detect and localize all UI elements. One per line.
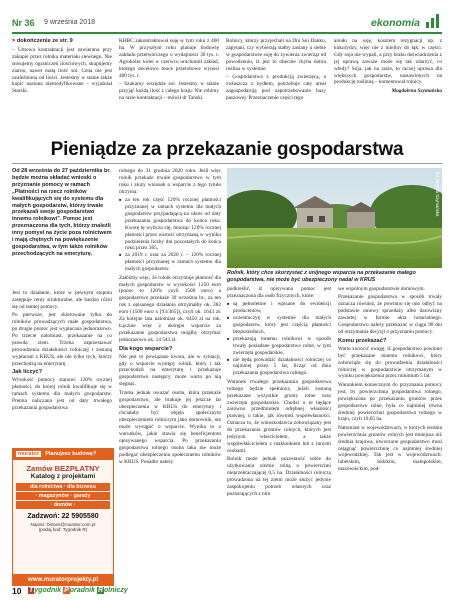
article-lead [12, 168, 112, 259]
advert-code: (podaj kod: Tygodnik R) [38, 527, 88, 532]
paragraph: we wspólnym gospodarstwie domowym. [338, 286, 425, 292]
issue-number: Nr 36 [12, 18, 35, 28]
article-column-d [338, 286, 442, 475]
paragraph: Natomiast w województwach, w których średnia powierzchnia gruntów rolnych jest mniejsza niż średnia krajowa, utworzone gospodarstwo musi osiągnąć powierzchnię co najmniej średniej wojewódzkiej. Tak jest w województwach: lubelskim, łódzkim, małopolskim, mazowieckim, pod- [338, 424, 442, 473]
top-column-2 [119, 38, 219, 103]
paragraph: Wysokość pomocy stanowi 120% rocznej płatności, do której rolnik kwalifikuje się w ramach systemu dla małych gospodarstw. Premia naliczana jest od daty trwałego przekazania gospodarstwa [12, 377, 112, 412]
page-header [12, 18, 442, 32]
subheading-for-whom: Dla kogo wsparcie? [119, 345, 173, 352]
paragraph: – Gospodarstwa z produkcją zwierzęcą, a zwłaszcza z bydłem, potrzebuje cały areał zagospodarują pod zapotrzebowanie bazy paszowej. Przeznaczenie części tego [226, 74, 326, 101]
article-column-c [227, 286, 331, 499]
advert-item: dla rolnictwa · dla biznesu [16, 483, 110, 491]
header-rule [12, 32, 442, 34]
title-rule [12, 163, 442, 164]
paragraph: areału na soję, kosztem rezygnacji np. z kukurydzy, więc nie z mieliny do łąk, w części. Gdy soja nie wypali, a przy braku doświadczenia z jej uprawą zawsze może się tak zdarzyć, co wtedy? Soja, jak na razie, to raczej uprawa dla większych gospodarstw, nastawionych na produkcję roślinną – komentował rolnicy. [334, 38, 442, 86]
publication-letter: T [29, 587, 34, 594]
paragraph: – Szukamy wszędzie soi. Jesteśmy w stanie przyjąć każdą ilość z całego kraju. Nie robimy na razie kontraktacji – mówił dr Tański. [119, 80, 219, 101]
section-chart-icon [425, 14, 440, 28]
advert-subheadline: Katalog z projektami [30, 473, 96, 480]
publication-word: oradnik [69, 587, 97, 594]
list-item: ■ przekazują innemu rolnikowi w sposób trwały posiadane gospodarstwo rolne, w tym zwierzęta gospodarskie, [227, 336, 331, 357]
top-column-1 [12, 38, 112, 97]
paragraph: Trzeba jednak uważać osoba, która przekaże gospodarstwo, ale brakuje jej jeszcze lat ubezpieczenia w KRUS do emerytury i chciałaby być objęta społecznym ubezpieczeniem rolniczym jako domownik, nie może wystąpić o wsparcie. Wynika to z warunków, jakie stawia się beneficjentom opisywanego wsparcia. Po przekazaniu gospodarstwa rolnego osoba taka nie może podlegać ubezpieczeniu społecznemu rolników w KRUS. Ponadto należy [119, 389, 221, 465]
paragraph: Warto zwrócić uwagę, iż gospodarstwo powinno być przekazane innemu rolnikowi, który zobowiąże się do prowadzenia działalności rolniczej w gospodarstwie otrzymanym w wyniku powiększenia przez minimum 5 lat. [338, 345, 442, 380]
farm-photo-image [227, 168, 442, 268]
paragraph: Rolnik może jednak pozostawić sobie do użytkowania ziemie rolną o powierzchni nieprzekraczającej 0,5 ha. Działalności rolnicza prowadzona na tej ziemi może służyć jedynie zaspokojeniu potrzeb własnych oraz pozostających z nim [227, 456, 331, 497]
list-item: ■ nie będą prowadzić działalności rolniczej co najmniej przez 5 lat, licząc od dnia przekazania gospodarstwa rolnego. [227, 357, 331, 378]
advert-item: · magazynów · garaży [16, 492, 110, 500]
lead-paragraph: Od 28 września do 27 października br. będzie można składać wnioski o przyznanie pomocy w ramach „Płatności na rzecz rolników kwalifikujących się do systemu dla małych gospodarstw, którzy trwale przekazali swoje gospodarstwo innemu rolnikowi”. Pomoc jest przeznaczona dla tych, którzy znaleźli inny pomysł na życie poza rolnictwem i mają chętnych na powiększenie gospodarstwa, w tym także rolników przechodzących na emeryturę. [12, 168, 112, 257]
bullet-list [227, 301, 331, 377]
subheading-to-whom: Komu przekazać? [338, 337, 387, 344]
list-item: ■ za ten rok część 120% rocznej płatności przyznanej w ramach systemu dla małych gospodarstw przypadającą na okres od daty przekazania gospodarstwa do końca roku. Kwotę tę wylicza się, mnożąc 120% rocznej płatności przez wartość otrzymaną w wyniku podzielenia liczby dni pozostałych do końca roku przez 365, [119, 197, 221, 252]
advert-phone-line [13, 513, 113, 520]
paragraph: Warunek trwałego przekazania gospodarstwa rolnego będzie spełniony, jeżeli zostaną przekazane wszystkie grunty rolne oraz zwierzęta gospodarskie. Chodzi o te będące zarówno przedmiotem odrębnej własności prawnej, o takie, jak również współwłasności. Oznacza to, że wnioskodawca zobowiązany jest do przekazania gruntów rolnych, których jest jedynym właścicielem, a także współwłaścicielem z małżonkiem lub z innymi osobami. [227, 378, 331, 454]
list-item: ■ za 2019 r. oraz za 2020 r. – 120% rocznej płatności przyznanej w ramach systemu dla małych gospodarstw. [119, 252, 221, 273]
paragraph: rolnego do 31 grudnia 2020 roku. Jeśli więc rolnik przekaże trwale gospodarstwo w tym roku i złoży wniosek o wsparcie z tego tytułu otrzyma: [119, 168, 221, 195]
paragraph: Po pierwsze, jest skierowane tylko do rolników prowadzących małe gospodarstwa, po drugie pomoc jest wypłacana jednorazowo. Po trzecie natomiast, przekazanie na co prawda ziem. Trzeba zaprzestawać prowadzenia działalności rolniczej i zostaną wypłacani z KRUS, ale nie tylko tych, którzy przechodzą na emeryturę. [12, 312, 112, 367]
bullet-list [119, 197, 221, 273]
article-photo [227, 168, 442, 268]
paragraph: Jest to działanie, które w pewnym stopniu zastępuje renty strukturalne, ale bardzo różni się od tamtej pomocy. [12, 290, 112, 310]
article-column-a [12, 290, 112, 414]
publication-word: olniczy [104, 587, 128, 594]
article-column-b [119, 168, 221, 467]
paragraph: podkreślić, iż opisywana pomoc jest przeznaczona dla osób fizycznych, które: [227, 286, 331, 299]
page-number: 10 [12, 586, 22, 596]
publication-letter: R [97, 587, 104, 594]
photo-credit: fot. Renata Szymańska [435, 172, 440, 217]
continued-from-label: > dokończenie ze str. 9 [12, 38, 73, 44]
paragraph: Warunkiem koniecznym do przyznania pomocy jest, by powierzchnia gospodarstwa rolnego, powiększona po przekazaniu gruntów przez gospodarstwo rolne, była co najmniej równa średniej powierzchni gospodarstwa rolnego w kraju, czyli 10,65 ha. [338, 381, 442, 423]
advert-question: Planujesz budowę? [45, 451, 97, 457]
paragraph: Rolnicy, którzy przyjechali na Dni Soi Danko, zapytani, czy wybierają stałby zasiany u siebie w gospodarstwie soję do żywienia zwierząt od powodzeniu, iż jest to obecnie chyba dobra roślina w systemie. [226, 38, 326, 72]
issue-date: 9 września 2018 [44, 19, 95, 26]
top-column-3 [226, 38, 326, 103]
subheading-how-to-count: Jak liczyć? [12, 369, 43, 376]
list-item: ■ są pełnoletnie i wpisane do ewidencji producentów, [227, 301, 331, 315]
photo-caption: Rolnik, który chce skorzystać z unijnego wsparcia na przekazanie małego gospodarstwa, nie może być ubezpieczony nadal w KRUS [227, 270, 416, 283]
advert-email[interactable]: Napisz: biznes@murator.com.pl [30, 522, 96, 527]
paragraph: KHBC zakontraktował soję w tym roku z 400 ha. W przyszłym roku planuje hodowlę zakładu przetwórczego o wydajności 30 tys. t. Agrokolec kolei w czerwcu uruchomił zakład, którego docelowo moce przerobowe wynosi 400 tys. t. [119, 38, 219, 79]
paragraph: – Umowa kontraktacji jest zawierana przy zakupie przez rolnika materiału siewnego. Nie stosujemy ograniczeń ilościowych, skupujemy ziarno, nawet małą ilość soi. Cena nie jest uzależniona od ilości. Jesteśmy w stanie także kupić nasiona niemodyfikowane – wyjaśniał Starski. [12, 46, 112, 95]
list-item: ■ uczestniczyę w systemie dla małych gospodarstw, który jest częścią płatności bezpośrednich, [227, 315, 331, 336]
paragraph: Przekazanie gospodarstwa w sposób trwały oznacza również, że powinno się ono odbyć na podstawie umowy sprzedaży albo darowizny zawartej w formie akta notarialnego. Gospodarstwo należy przekazać w ciągu 90 dni od otrzymania decyzji o przyznaniu pomocy. [338, 294, 442, 335]
murator-advert[interactable] [12, 448, 114, 586]
advert-brand: murator [18, 451, 39, 457]
top-column-4 [334, 38, 442, 95]
page-footer [12, 586, 442, 598]
paragraph: Nie jest to powiązane kwota, ale w sytuacji, gdy o wsparcie występy rolnik, który i tak przechodził na emeryturę i przekazuje gospodarstwo następcy, może warto po nią sięgnąć. [119, 353, 221, 388]
publication-word: ygodnik [34, 587, 64, 594]
advert-url[interactable]: www.muratorprojekty.pl [13, 574, 113, 585]
author-signature: Magdalena Szymańska [391, 88, 442, 95]
publication-name [28, 587, 128, 594]
advert-headline: Zamów BEZPŁATNY [26, 464, 100, 473]
advert-item: · domów · [16, 501, 110, 509]
advert-call-label: Zadzwoń: [27, 513, 60, 520]
advert-phone-number[interactable]: 22 5905580 [61, 513, 99, 520]
publication-letter: P [64, 587, 69, 594]
article-title: Pieniądze za przekazanie gospodarstwa [50, 139, 404, 160]
advert-top-bar [13, 449, 113, 460]
section-title: ekonomia [370, 17, 420, 29]
paragraph: Załóżmy więc, że rolnik otrzymuje płatność dla małych gospodarstw w wysokości 1250 euro (ponoc to 120% czyli 1500 euro) a gospodarstwo przekaże 30 września br., za ten rok z opisanego działania otrzymałby ok. 382 euro (1500 euro x [93/365]), czyli ok. 1643 zł. Za kolejne lata natomiast ok. 6450 zł na rok. Łącznie więc z ukśrępu wsparcia za przekazanie gospodarstwa mógłby otrzymać jednorazowo ok. 14 543 zł. [119, 274, 221, 343]
